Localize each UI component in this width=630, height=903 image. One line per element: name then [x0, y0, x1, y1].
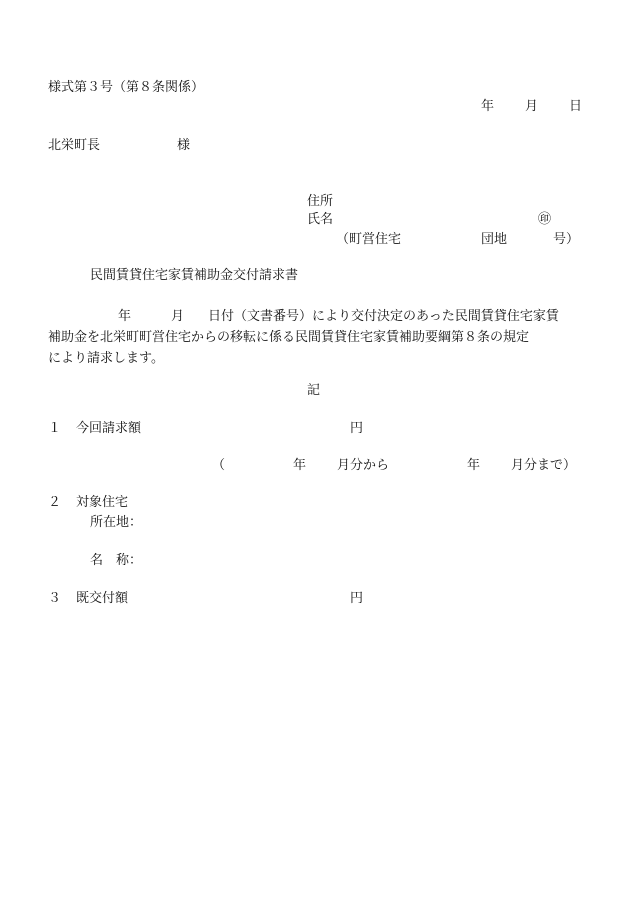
period-to-year: 年: [467, 458, 481, 473]
ki-heading: 記: [307, 383, 321, 398]
body-line2: 補助金を北栄町町営住宅からの移転に係る民間賃貸住宅家賃補助要綱第８条の規定: [48, 330, 530, 345]
item2-location: 所在地：: [90, 515, 143, 530]
item3-number: ３: [48, 591, 62, 606]
item1-number: １: [48, 421, 62, 436]
period-from-month: 月分から: [337, 458, 390, 473]
item2-label: 対象住宅: [76, 495, 129, 510]
period-open: （: [212, 458, 226, 473]
address-label: 住所: [307, 194, 334, 209]
item2-name: 名 称：: [90, 553, 143, 568]
addressee-honorific: 様: [177, 138, 191, 153]
item2-number: ２: [48, 495, 62, 510]
item1-unit: 円: [350, 421, 364, 436]
addressee-name: 北栄町長: [48, 138, 101, 153]
date-month: 月: [525, 99, 539, 114]
body-line1: 日付（文書番号）により交付決定のあった民間賃貸住宅家賃: [208, 309, 559, 324]
period-from-year: 年: [293, 458, 307, 473]
date-year: 年: [481, 99, 495, 114]
date-day: 日: [569, 99, 583, 114]
body-paragraph: [48, 306, 584, 369]
form-header: 様式第３号（第８条関係）: [48, 80, 205, 95]
item1-label: 今回請求額: [76, 421, 142, 436]
item3-unit: 円: [350, 591, 364, 606]
body-month: 月: [171, 309, 185, 324]
document-title: 民間賃貸住宅家賃補助金交付請求書: [90, 268, 299, 283]
body-year: 年: [118, 309, 132, 324]
item3-label: 既交付額: [76, 591, 129, 606]
housing-prefix: （町営住宅: [336, 232, 402, 247]
body-line3: により請求します。: [48, 351, 164, 366]
housing-number: 号）: [553, 232, 580, 247]
seal-mark: ㊞: [538, 212, 552, 227]
name-label: 氏名: [307, 212, 334, 227]
housing-danchi: 団地: [481, 232, 508, 247]
period-to-month: 月分まで）: [511, 458, 577, 473]
